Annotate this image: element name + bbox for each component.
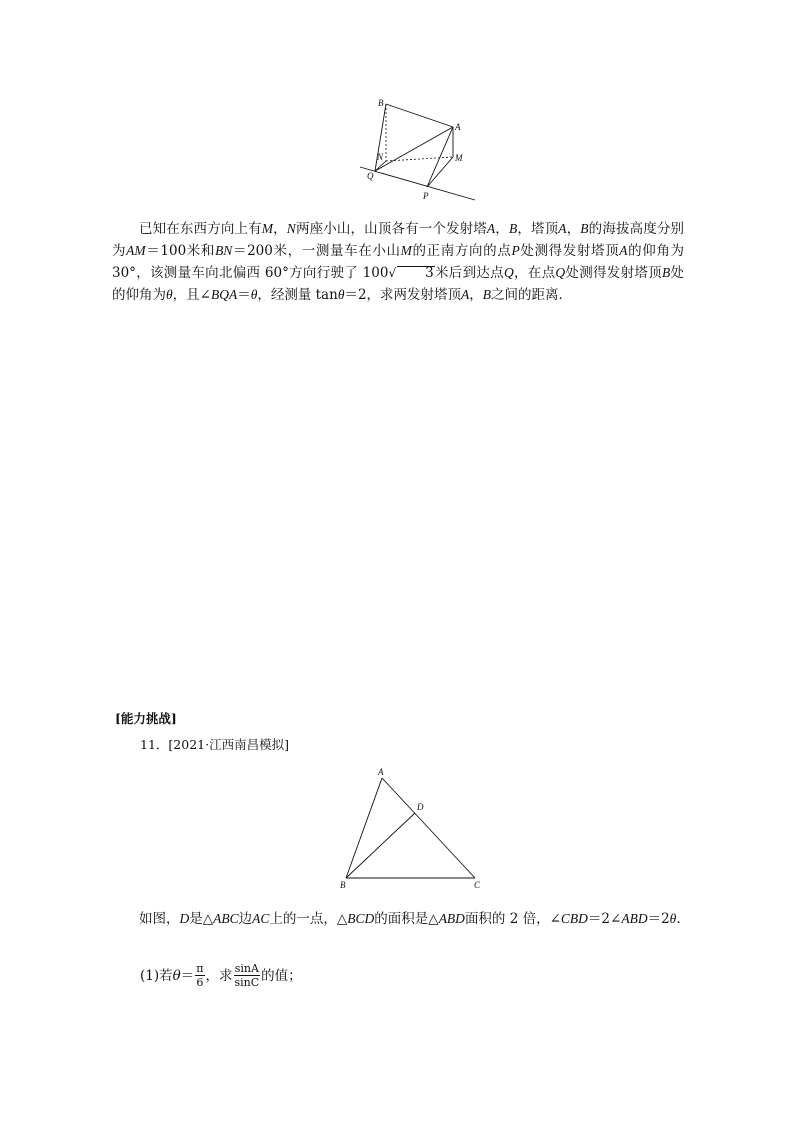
label-M: M	[455, 153, 463, 163]
label-B: B	[378, 98, 384, 108]
fraction-pi-over-6: $\frac{\pi}{6}$	[196, 962, 204, 989]
segment-BA	[386, 104, 453, 127]
problem-11-text: 如图，D是△ABC边AC上的一点，△BCD的面积是△ABD面积的 2 倍，∠CBD＝2∠ABD＝2θ.	[139, 911, 681, 927]
label-C: C	[474, 880, 481, 890]
segment-QA	[375, 127, 453, 171]
segment-AP	[427, 127, 453, 187]
segment-BD	[346, 813, 415, 878]
problem-11-part-1: (1)若 θ ＝ $\frac{\pi}{6}$ ，求 $\frac{\sin A}{\sin C}$ 的值；	[140, 962, 302, 989]
road-line	[360, 167, 475, 200]
label-B: B	[340, 880, 346, 890]
label-P: P	[423, 191, 429, 201]
figure-triangle	[335, 765, 490, 890]
section-heading: [能力挑战]	[115, 711, 177, 726]
figure-triangle-svg	[335, 765, 490, 890]
label-A: A	[378, 767, 384, 777]
figure-towers-svg	[355, 95, 475, 205]
side-AB	[346, 778, 382, 878]
problem-10-text: 已知在东西方向上有M，N两座小山，山顶各有一个发射塔A，B，塔顶A，B的海拔高度分别为AM＝100米和BN＝200米，一测量车在小山M的正南方向的点P处测得发射塔顶A的仰角为 30°，该测量车向北偏西 60°方向行驶了 100√ 3米后到达点Q，在点Q处测得发射塔顶B处的仰角为θ，且∠BQA＝θ，经测量 tanθ＝2，求两发射塔顶A，B之间的距离．	[112, 221, 685, 303]
label-Q: Q	[367, 171, 374, 181]
fraction-sinA-over-sinC: $\frac{\sin A}{\sin C}$	[234, 962, 260, 989]
label-A: A	[455, 122, 461, 132]
sqrt-3: 3	[397, 266, 435, 280]
segment-MP	[427, 157, 453, 187]
problem-11-number: 11．[2021·江西南昌模拟]	[140, 737, 289, 752]
figure-towers	[355, 95, 475, 205]
side-AC	[382, 778, 475, 878]
label-N: N	[377, 152, 384, 162]
label-D: D	[417, 802, 424, 812]
